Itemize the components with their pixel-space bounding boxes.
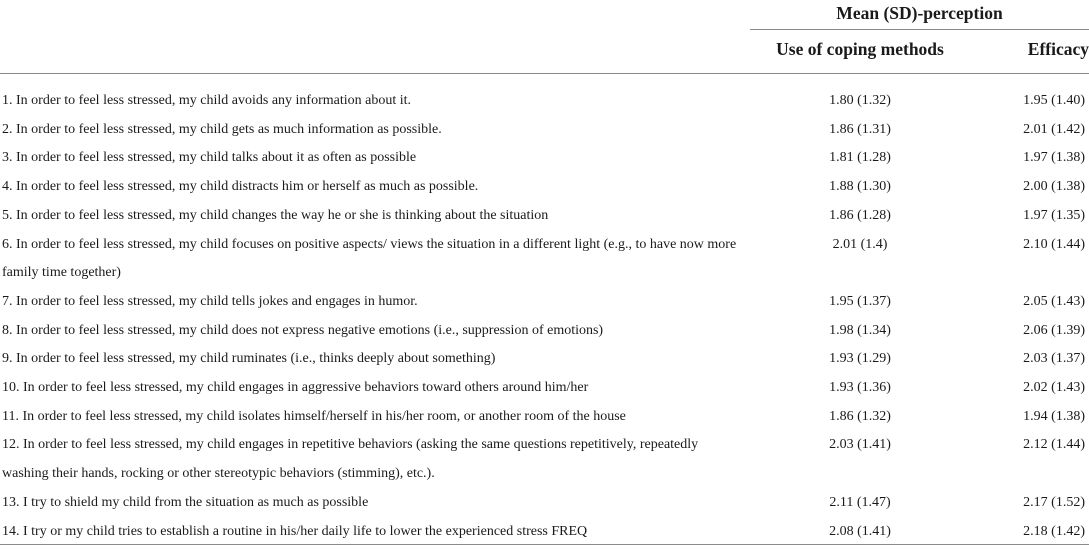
row-use-value: 2.08 (1.41) <box>829 523 891 539</box>
table-row <box>0 345 1089 374</box>
row-item-text: 5. In order to feel less stressed, my child changes the way he or she is thinking about the situation <box>2 207 549 223</box>
row-efficacy-value: 2.06 (1.39) <box>1023 322 1085 338</box>
header-use-of-coping-methods: Use of coping methods <box>776 39 944 59</box>
row-item-text: 14. I try or my child tries to establish a routine in his/her daily life to lower the experienced stress FREQ <box>2 523 588 539</box>
row-efficacy-value: 1.94 (1.38) <box>1023 408 1085 424</box>
row-use-value: 1.88 (1.30) <box>829 179 891 195</box>
row-efficacy-value: 2.10 (1.44) <box>1023 236 1085 252</box>
row-use-value: 1.93 (1.36) <box>829 380 891 395</box>
row-use-value: 2.11 (1.47) <box>829 494 891 510</box>
table-row <box>0 144 1089 173</box>
row-item-text: 11. In order to feel less stressed, my child isolates himself/herself in his/her room, or another room of the house <box>2 408 626 424</box>
row-efficacy-value: 1.95 (1.40) <box>1023 93 1085 108</box>
header-group-mean-sd: Mean (SD)-perception <box>836 3 1003 23</box>
header-group-rule <box>750 29 1089 30</box>
row-use-value: 1.81 (1.28) <box>829 150 891 166</box>
table-row <box>0 317 1089 346</box>
table-row <box>0 489 1089 518</box>
row-use-value: 1.93 (1.29) <box>829 351 891 367</box>
table-row <box>0 374 1089 403</box>
row-use-value: 1.80 (1.32) <box>829 93 891 108</box>
row-item-text: 7. In order to feel less stressed, my child tells jokes and engages in humor. <box>2 293 418 309</box>
row-item-text: 13. I try to shield my child from the situation as much as possible <box>2 494 369 510</box>
row-item-text: 3. In order to feel less stressed, my child talks about it as often as possible <box>2 150 417 166</box>
row-item-text: 12. In order to feel less stressed, my child engages in repetitive behaviors (asking the same questions repetitively, repeatedly washing their hands, rocking or other stereotypic behaviors (stimming), etc.). <box>2 437 699 482</box>
header-efficacy: Efficacy <box>1027 39 1089 59</box>
row-efficacy-value: 2.12 (1.44) <box>1023 437 1085 453</box>
row-item-text: 1. In order to feel less stressed, my child avoids any information about it. <box>2 93 412 108</box>
table-row <box>0 403 1089 432</box>
row-efficacy-value: 2.18 (1.42) <box>1023 523 1085 539</box>
row-item-text: 4. In order to feel less stressed, my child distracts him or herself as much as possible. <box>2 179 479 195</box>
table-row <box>0 288 1089 317</box>
table-row <box>0 87 1089 116</box>
row-efficacy-value: 2.17 (1.52) <box>1023 494 1085 510</box>
row-item-text: 2. In order to feel less stressed, my child gets as much information as possible. <box>2 121 442 137</box>
row-item-text: 9. In order to feel less stressed, my child ruminates (i.e., thinks deeply about something) <box>2 351 496 367</box>
row-item-text: 10. In order to feel less stressed, my child engages in aggressive behaviors toward others around him/her <box>2 380 589 395</box>
header-bottom-rule <box>0 73 1089 74</box>
row-efficacy-value: 2.05 (1.43) <box>1023 293 1085 309</box>
row-efficacy-value: 2.01 (1.42) <box>1023 121 1085 137</box>
row-efficacy-value: 1.97 (1.35) <box>1023 207 1085 223</box>
row-use-value: 2.01 (1.4) <box>832 236 888 252</box>
table-row <box>0 431 1089 488</box>
row-use-value: 1.98 (1.34) <box>829 322 891 338</box>
row-efficacy-value: 2.00 (1.38) <box>1023 179 1085 195</box>
row-use-value: 1.95 (1.37) <box>829 293 891 309</box>
row-item-text: 8. In order to feel less stressed, my child does not express negative emotions (i.e., suppression of emotions) <box>2 322 604 338</box>
table-row <box>0 173 1089 202</box>
row-use-value: 1.86 (1.32) <box>829 408 891 424</box>
row-use-value: 1.86 (1.28) <box>829 207 891 223</box>
row-use-value: 2.03 (1.41) <box>829 437 891 453</box>
row-efficacy-value: 2.02 (1.43) <box>1023 380 1085 395</box>
row-efficacy-value: 1.97 (1.38) <box>1023 150 1085 166</box>
row-item-text: 6. In order to feel less stressed, my child focuses on positive aspects/ views the situation in a different light (e.g., to have now more family time together) <box>2 236 737 281</box>
table-row <box>0 202 1089 231</box>
table-row <box>0 231 1089 288</box>
row-efficacy-value: 2.03 (1.37) <box>1023 351 1085 367</box>
row-use-value: 1.86 (1.31) <box>829 121 891 137</box>
table-row <box>0 518 1089 547</box>
table-bottom-rule <box>0 544 1089 545</box>
table-row <box>0 116 1089 145</box>
